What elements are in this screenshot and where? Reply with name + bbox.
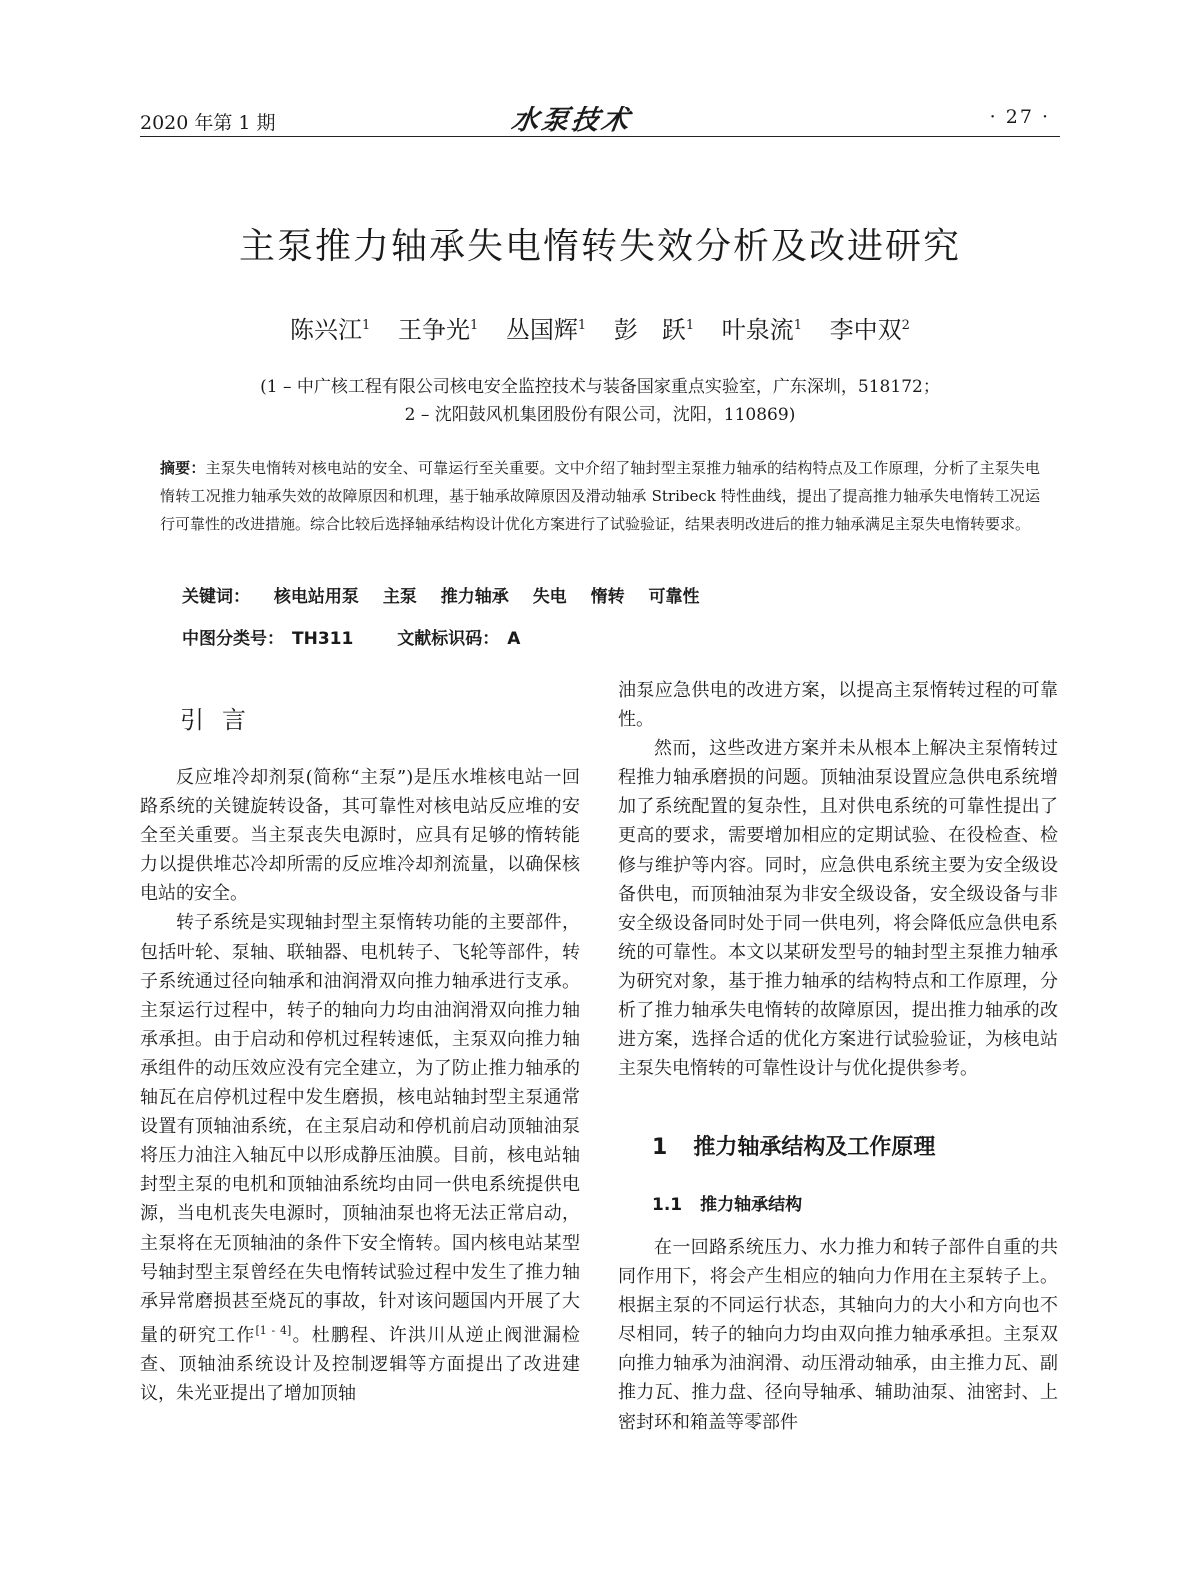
journal-logo: 水泵技术 [509,105,634,136]
paragraph: 反应堆冷却剂泵(简称“主泵”)是压水堆核电站一回路系统的关键旋转设备，其可靠性对核电站反应堆的安全至关重要。当主泵丧失电源时，应具有足够的惰转能力以提供堆芯冷却所需的反应堆冷却剂流量，以确保核电站的安全。 [140,767,580,905]
author: 彭 跃$^1$ [613,316,695,344]
issue-label: 2020 年第 1 期 [140,112,276,134]
left-column [140,763,580,1408]
paragraph: 油泵应急供电的改进方案，以提高主泵惰转过程的可靠性。 [618,680,1058,731]
section-heading: 1 推力轴承结构及工作原理 [652,1135,936,1160]
right-column-section1 [618,1233,1058,1437]
author: 丛国辉$^1$ [505,316,587,344]
paragraph: 在一回路系统压力、水力推力和转子部件自重的共同作用下，将会产生相应的轴向力作用在主泵转子上。根据主泵的不同运行状态，其轴向力的大小和方向也不尽相同，转子的轴向力均由双向推力轴承承担。主泵双向推力轴承为油润滑、动压滑动轴承，由主推力瓦、副推力瓦、推力盘、径向导轴承、辅助油泵、油密封、上密封环和箱盖等零部件 [618,1237,1058,1433]
author: 陈兴江$^1$ [290,316,371,344]
paragraph: 然而，这些改进方案并未从根本上解决主泵惰转过程推力轴承磨损的问题。顶轴油泵设置应急供电系统增加了系统配置的复杂性，且对供电系统的可靠性提出了更高的要求，需要增加相应的定期试验、在役检查、检修与维护等内容。同时，应急供电系统主要为安全级设备供电，而顶轴油泵为非安全级设备，安全级设备与非安全级设备同时处于同一供电列，将会降低应急供电系统的可靠性。本文以某研发型号的轴封型主泵推力轴承为研究对象，基于推力轴承的结构特点和工作原理，分析了推力轴承失电惰转的故障原因，提出推力轴承的改进方案，选择合适的优化方案进行试验验证，为核电站主泵失电惰转的可靠性设计与优化提供参考。 [618,738,1058,1080]
doc-code-value: A [507,629,521,649]
keyword: 主泵 [382,587,417,607]
paper-title: 主泵推力轴承失电惰转失效分析及改进研究 [238,226,961,267]
header-rule [140,136,1060,137]
citation: [1 - 4] [255,1323,292,1337]
clc-value: TH311 [292,629,354,649]
affiliation-line: (1 – 中广核工程有限公司核电安全监控技术与装备国家重点实验室，广东深圳，518172； [260,377,940,397]
doc-code-label: 文献标识码： [397,629,500,649]
subsection-heading: 1.1 推力轴承结构 [652,1195,803,1215]
abstract [160,454,1040,538]
intro-heading: 引言 [180,706,264,734]
abstract-label: 摘要： [160,459,206,477]
abstract-text: 主泵失电惰转对核电站的安全、可靠运行至关重要。文中介绍了轴封型主泵推力轴承的结构特点及工作原理，分析了主泵失电惰转工况推力轴承失效的故障原因和机理，基于轴承故障原因及滑动轴承 Stribeck 特性曲线，提出了提高推力轴承失电惰转工况运行可靠性的改进措施。综合比较后选择轴承结构设计优化方案进行了试验验证，结果表明改进后的推力轴承满足主泵失电惰转要求。 [160,459,1040,533]
keywords-label: 关键词： [182,587,250,607]
affiliation-line: 2 – 沈阳鼓风机集团股份有限公司，沈阳，110869) [404,405,796,425]
author-list [0,310,1200,345]
page-number: · 27 · [989,106,1050,128]
keyword: 失电 [532,587,567,607]
author: 王争光$^1$ [397,316,479,344]
keyword: 推力轴承 [440,587,509,607]
right-column [618,676,1058,1083]
author: 李中双$^2$ [829,316,910,344]
keyword: 可靠性 [648,587,700,607]
keywords [182,582,718,607]
paragraph: 转子系统是实现轴封型主泵惰转功能的主要部件，包括叶轮、泵轴、联轴器、电机转子、飞轮等部件，转子系统通过径向轴承和油润滑双向推力轴承进行支承。主泵运行过程中，转子的轴向力均由油润滑双向推力轴承承担。由于启动和停机过程转速低，主泵双向推力轴承组件的动压效应没有完全建立，为了防止推力轴承的轴瓦在启停机过程中发生磨损，核电站轴封型主泵通常设置有顶轴油系统，在主泵启动和停机前启动顶轴油泵将压力油注入轴瓦中以形成静压油膜。目前，核电站轴封型主泵的电机和顶轴油系统均由同一供电系统提供电源，当电机丧失电源时，顶轴油泵也将无法正常启动，主泵将在无顶轴油的条件下安全惰转。国内核电站某型号轴封型主泵曾经在失电惰转试验过程中发生了推力轴承异常磨损甚至烧瓦的事故，针对该问题国内开展了大量的研究工作[1 - 4]。杜鹏程、许洪川从逆止阀泄漏检查、顶轴油系统设计及控制逻辑等方面提出了改进建议，朱光亚提出了增加顶轴 [140,912,581,1404]
author: 叶泉流$^1$ [721,316,803,344]
classification [182,624,528,649]
keyword: 惰转 [590,587,625,607]
keyword: 核电站用泵 [273,587,359,607]
clc-label: 中图分类号： [182,629,284,649]
